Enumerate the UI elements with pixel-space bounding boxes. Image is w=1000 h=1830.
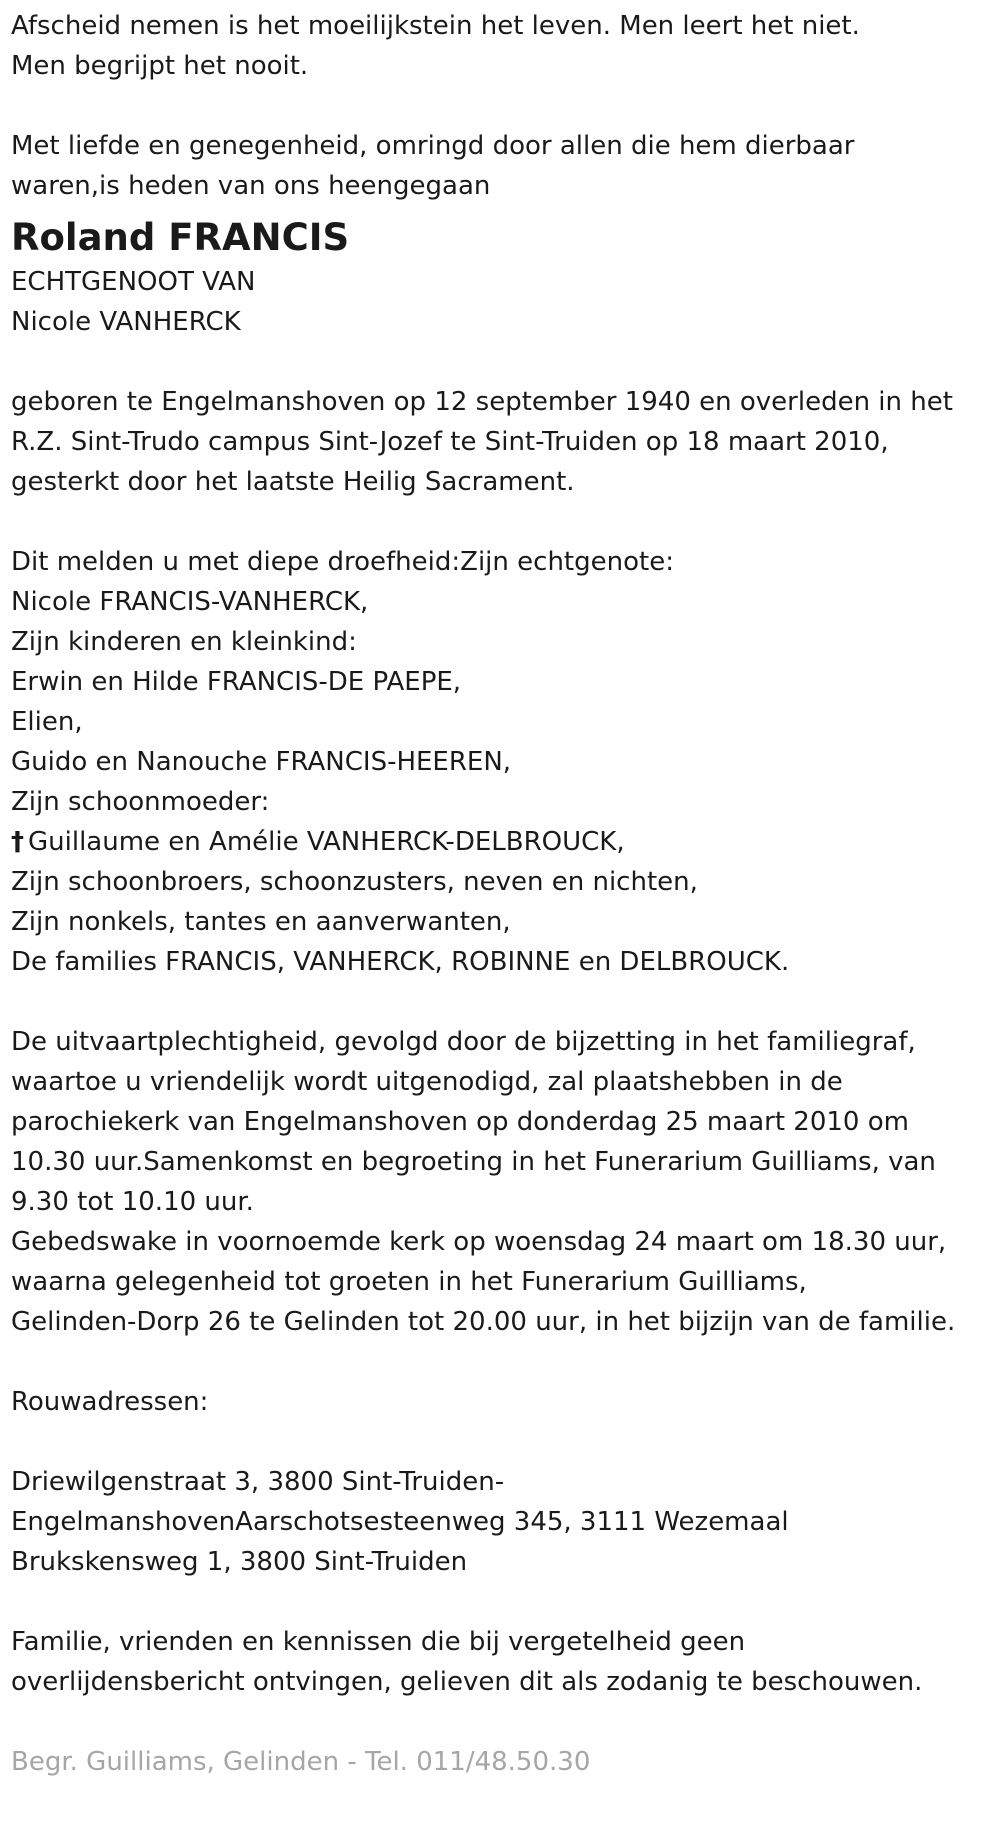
family-line: Dit melden u met diepe droefheid:Zijn echtgenote: [11,547,674,577]
funeral-line: Gebedswake in voornoemde kerk op woensdag 24 maart om 18.30 uur, [11,1227,947,1257]
deceased-spouse: Nicole VANHERCK [11,307,241,337]
deceased-relation: ECHTGENOOT VAN [11,267,256,297]
family-line: Elien, [11,707,83,737]
intro-line-1: Afscheid nemen is het moeilijkstein het leven. Men leert het niet. [11,11,860,41]
family-line: Zijn schoonmoeder: [11,787,270,817]
family-line: Guido en Nanouche FRANCIS-HEEREN, [11,747,512,777]
address-line: EngelmanshovenAarschotsesteenweg 345, 3111 Wezemaal [11,1507,789,1537]
birth-death-line-2: R.Z. Sint-Trudo campus Sint-Jozef te Sint-Truiden op 18 maart 2010, [11,427,889,457]
undertaker-footer: Begr. Guilliams, Gelinden - Tel. 011/48.50.30 [11,1747,591,1777]
spacer [11,1582,996,1622]
funeral-line: Gelinden-Dorp 26 te Gelinden tot 20.00 uur, in het bijzijn van de familie. [11,1307,956,1337]
family-line: De families FRANCIS, VANHERCK, ROBINNE en DELBROUCK. [11,947,790,977]
closing-line-2: overlijdensbericht ontvingen, gelieven dit als zodanig te beschouwen. [11,1667,923,1697]
funeral-line: waartoe u vriendelijk wordt uitgenodigd, zal plaatshebben in de [11,1067,843,1097]
address-line: Driewilgenstraat 3, 3800 Sint-Truiden- [11,1467,505,1497]
deceased-parents-names: Guillaume en Amélie VANHERCK-DELBROUCK, [28,827,625,857]
spacer [11,342,996,382]
funeral-line: 10.30 uur.Samenkomst en begroeting in het Funerarium Guilliams, van [11,1147,936,1177]
intro-line-2: Men begrijpt het nooit. [11,51,309,81]
spacer [11,502,996,542]
funeral-line: parochiekerk van Engelmanshoven op donderdag 25 maart 2010 om [11,1107,909,1137]
spacer [11,1342,996,1382]
addresses-heading: Rouwadressen: [11,1387,209,1417]
family-line: Erwin en Hilde FRANCIS-DE PAEPE, [11,667,462,697]
announcement-line-2: waren,is heden van ons heengegaan [11,171,491,201]
funeral-line: waarna gelegenheid tot groeten in het Funerarium Guilliams, [11,1267,807,1297]
address-line: Brukskensweg 1, 3800 Sint-Truiden [11,1547,468,1577]
deceased-name: Roland FRANCIS [11,216,350,259]
closing-line-1: Familie, vrienden en kennissen die bij vergetelheid geen [11,1627,746,1657]
obituary-notice [11,6,996,1782]
family-line: Zijn kinderen en kleinkind: [11,627,357,657]
deceased-parents-line [11,822,996,862]
family-line: Zijn nonkels, tantes en aanverwanten, [11,907,511,937]
spacer [11,86,996,126]
cross-icon: † [11,827,24,857]
spacer [11,982,996,1022]
family-line: Nicole FRANCIS-VANHERCK, [11,587,369,617]
funeral-line: 9.30 tot 10.10 uur. [11,1187,254,1217]
funeral-line: De uitvaartplechtigheid, gevolgd door de bijzetting in het familiegraf, [11,1027,916,1057]
birth-death-line-3: gesterkt door het laatste Heilig Sacrament. [11,467,575,497]
announcement-line-1: Met liefde en genegenheid, omringd door allen die hem dierbaar [11,131,855,161]
spacer [11,1422,996,1462]
family-line: Zijn schoonbroers, schoonzusters, neven en nichten, [11,867,698,897]
birth-death-line-1: geboren te Engelmanshoven op 12 september 1940 en overleden in het [11,387,953,417]
spacer [11,1702,996,1742]
